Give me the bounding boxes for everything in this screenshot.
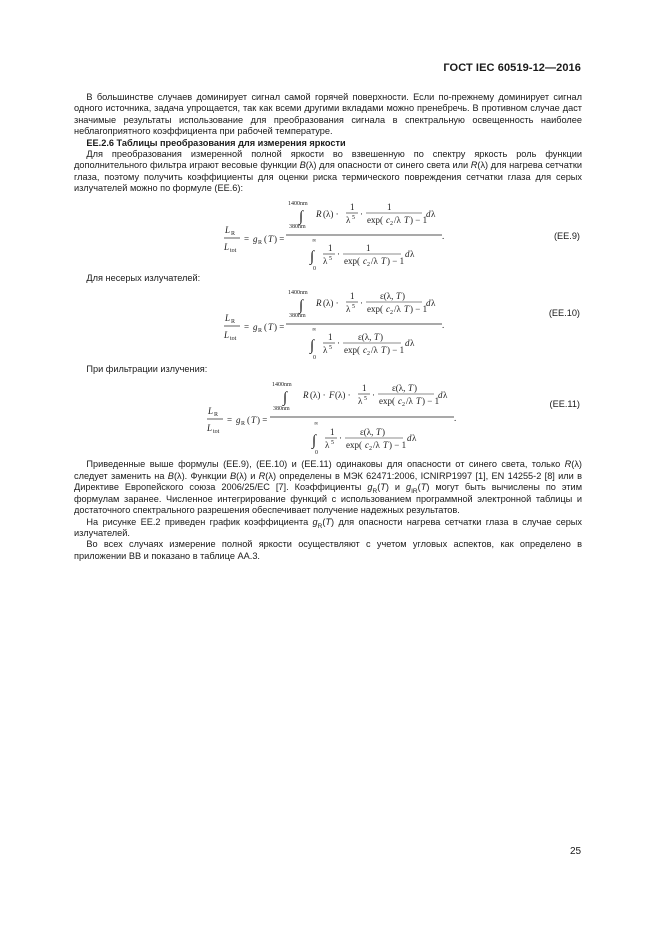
svg-text:=: = bbox=[244, 322, 250, 333]
svg-text:) =: ) = bbox=[274, 233, 285, 244]
svg-text:=: = bbox=[244, 233, 250, 244]
svg-text:R: R bbox=[214, 412, 219, 419]
paragraph-filtering: При фильтрации излучения: bbox=[86, 364, 208, 375]
svg-text:/λ: /λ bbox=[371, 345, 378, 356]
equation-number-ee9: (ЕЕ.9) bbox=[553, 230, 580, 241]
svg-text:d: d bbox=[405, 338, 410, 349]
section-heading-ee-2-6: ЕЕ.2.6 Таблицы преобразования для измерения яркости bbox=[86, 137, 346, 148]
svg-text:∫: ∫ bbox=[299, 298, 304, 315]
standard-header: ГОСТ IEC 60519-12—2016 bbox=[443, 62, 581, 74]
svg-text:T: T bbox=[383, 440, 389, 451]
svg-text:/λ: /λ bbox=[371, 255, 378, 266]
svg-text:g: g bbox=[253, 322, 258, 333]
svg-text:R: R bbox=[316, 208, 322, 219]
svg-text:R: R bbox=[316, 298, 322, 309]
svg-text:c: c bbox=[363, 255, 367, 266]
svg-text:tot: tot bbox=[230, 247, 237, 254]
svg-text:5: 5 bbox=[352, 304, 355, 311]
ee10-zero: 0 bbox=[313, 355, 316, 362]
svg-text:1: 1 bbox=[362, 383, 367, 394]
svg-text:λ: λ bbox=[346, 214, 351, 225]
svg-text:·: · bbox=[372, 390, 375, 401]
svg-text:λ: λ bbox=[323, 345, 328, 356]
svg-text:d: d bbox=[426, 208, 431, 219]
ee9-inf: ∞ bbox=[312, 237, 317, 244]
svg-text:(λ) ·: (λ) · bbox=[323, 298, 339, 309]
svg-text:(λ) ·: (λ) · bbox=[310, 390, 326, 401]
svg-text:): ) bbox=[402, 291, 405, 302]
svg-text:tot: tot bbox=[213, 429, 220, 436]
svg-text:1: 1 bbox=[350, 291, 355, 302]
paragraph-conversion: Для преобразования измеренной полной яркости во взвешенную по спектру яркость роль функции дополнительного фильтра играют весовые функции B(λ) для опасности от синего света или R(λ) для нагрева сетчатки глаза, поэтому получить коэффициенты для оценки риска термического повреждения сетчатки глаза для серых излучателей можно по формуле (ЕЕ.6): bbox=[74, 149, 582, 194]
svg-text:·: · bbox=[337, 248, 340, 259]
svg-text:λ: λ bbox=[412, 433, 417, 444]
svg-text:·: · bbox=[337, 338, 340, 349]
paragraph-non-grey: Для несерых излучателей: bbox=[86, 272, 201, 283]
svg-text:) − 1: ) − 1 bbox=[410, 214, 428, 225]
svg-text:1: 1 bbox=[350, 201, 355, 212]
svg-text:T: T bbox=[374, 332, 380, 343]
svg-text:exp(: exp( bbox=[367, 214, 383, 225]
svg-text:1: 1 bbox=[387, 201, 392, 212]
svg-text:(: ( bbox=[247, 415, 250, 426]
svg-text:): ) bbox=[414, 383, 417, 394]
document-body bbox=[74, 92, 582, 562]
svg-text:tot: tot bbox=[230, 336, 237, 343]
svg-text:exp(: exp( bbox=[379, 396, 395, 407]
ee9-zero: 0 bbox=[313, 265, 316, 272]
formula-ee11 bbox=[74, 375, 582, 459]
svg-text:.: . bbox=[442, 230, 445, 241]
svg-text:∫: ∫ bbox=[310, 248, 315, 265]
svg-text:.: . bbox=[442, 320, 445, 331]
svg-text:5: 5 bbox=[329, 255, 332, 262]
svg-text:L: L bbox=[224, 241, 230, 252]
svg-text:1: 1 bbox=[328, 332, 333, 343]
svg-text:λ: λ bbox=[346, 304, 351, 315]
svg-text:2: 2 bbox=[369, 446, 372, 453]
ee10-upper-limit: 1400nm bbox=[288, 290, 308, 297]
svg-text:T: T bbox=[268, 233, 274, 244]
svg-text:·: · bbox=[339, 433, 342, 444]
svg-text:∫: ∫ bbox=[283, 390, 288, 407]
svg-text:=: = bbox=[227, 415, 233, 426]
svg-text:) =: ) = bbox=[257, 415, 268, 426]
svg-text:exp(: exp( bbox=[344, 255, 360, 266]
svg-text:/λ: /λ bbox=[373, 440, 380, 451]
ee11-inf: ∞ bbox=[314, 421, 319, 428]
svg-text:/λ: /λ bbox=[394, 304, 401, 315]
svg-text:F: F bbox=[329, 390, 335, 401]
svg-text:1: 1 bbox=[330, 427, 335, 438]
svg-text:2: 2 bbox=[402, 402, 405, 409]
svg-text:c: c bbox=[386, 304, 390, 315]
svg-text:L: L bbox=[208, 406, 214, 417]
formula-ee9-graphic bbox=[74, 195, 582, 273]
svg-text:5: 5 bbox=[364, 396, 367, 403]
ee10-inf: ∞ bbox=[312, 327, 317, 334]
svg-text:2: 2 bbox=[390, 220, 393, 227]
equation-number-ee10: (ЕЕ.10) bbox=[548, 308, 580, 319]
svg-text:λ: λ bbox=[358, 396, 363, 407]
svg-text:T: T bbox=[376, 427, 382, 438]
svg-text:g: g bbox=[236, 415, 241, 426]
page-number: 25 bbox=[570, 846, 582, 857]
ee11-zero: 0 bbox=[315, 450, 318, 457]
svg-text:T: T bbox=[381, 345, 387, 356]
svg-text:exp(: exp( bbox=[367, 304, 383, 315]
svg-text:L: L bbox=[225, 313, 231, 324]
svg-text:exp(: exp( bbox=[346, 440, 362, 451]
svg-text:ε(λ,: ε(λ, bbox=[360, 427, 374, 438]
svg-text:1: 1 bbox=[328, 242, 333, 253]
svg-text:.: . bbox=[454, 413, 457, 424]
svg-text:λ: λ bbox=[443, 390, 448, 401]
svg-text:2: 2 bbox=[367, 351, 370, 358]
svg-text:) − 1: ) − 1 bbox=[389, 440, 407, 451]
svg-text:∫: ∫ bbox=[312, 433, 317, 450]
svg-text:2: 2 bbox=[367, 261, 370, 268]
svg-text:2: 2 bbox=[390, 310, 393, 317]
svg-text:/λ: /λ bbox=[394, 214, 401, 225]
svg-text:c: c bbox=[365, 440, 369, 451]
svg-text:·: · bbox=[360, 208, 363, 219]
equation-number-ee11: (ЕЕ.11) bbox=[549, 399, 580, 410]
svg-text:T: T bbox=[251, 415, 257, 426]
svg-text:R: R bbox=[241, 421, 246, 428]
svg-text:λ: λ bbox=[410, 248, 415, 259]
svg-text:) =: ) = bbox=[274, 322, 285, 333]
svg-text:5: 5 bbox=[352, 214, 355, 221]
svg-text:λ: λ bbox=[325, 440, 330, 451]
svg-text:ε(λ,: ε(λ, bbox=[358, 332, 372, 343]
svg-text:R: R bbox=[231, 319, 236, 326]
svg-text:): ) bbox=[382, 427, 385, 438]
ee9-upper-limit: 1400nm bbox=[288, 200, 308, 207]
svg-text:T: T bbox=[268, 322, 274, 333]
svg-text:5: 5 bbox=[329, 345, 332, 352]
svg-text:T: T bbox=[404, 304, 410, 315]
svg-text:c: c bbox=[386, 214, 390, 225]
svg-text:) − 1: ) − 1 bbox=[410, 304, 428, 315]
formula-ee9 bbox=[74, 195, 582, 273]
svg-text:ε(λ,: ε(λ, bbox=[392, 383, 406, 394]
svg-text:∫: ∫ bbox=[299, 208, 304, 225]
svg-text:d: d bbox=[407, 433, 412, 444]
svg-text:d: d bbox=[438, 390, 443, 401]
svg-text:) − 1: ) − 1 bbox=[387, 345, 405, 356]
svg-text:ε(λ,: ε(λ, bbox=[380, 291, 394, 302]
formula-ee10 bbox=[74, 284, 582, 364]
svg-text:(λ) ·: (λ) · bbox=[335, 390, 351, 401]
svg-text:λ: λ bbox=[410, 338, 415, 349]
svg-text:/λ: /λ bbox=[406, 396, 413, 407]
svg-text:L: L bbox=[224, 330, 230, 341]
paragraph-formulas-same: Приведенные выше формулы (ЕЕ.9), (ЕЕ.10) и (ЕЕ.11) одинаковы для опасности от синего света, только R(λ) следует заменить на B(λ). Функции B(λ) и R(λ) определены в МЭК 62471:2006, ICNIRP1997 [1], EN 14255-2 [8] или в Директиве Европейского союза 2006/25/EC [7]. Коэффициенты $g_R(T)$ и $g_{IR}(T)$ могут быть вычислены по этим формулам заранее. Численное интегрирование функций с использованием программной электронной таблицы и достаточного спектрального разрешения обеспечивает получение надежных результатов. bbox=[74, 459, 583, 516]
svg-text:T: T bbox=[408, 383, 414, 394]
svg-text:c: c bbox=[398, 396, 402, 407]
paragraph-figure-ee2: На рисунке ЕЕ.2 приведен график коэффициента $g_R(T)$ для опасности нагрева сетчатки глаза в случае серых излучателей. bbox=[74, 516, 582, 538]
svg-text:) − 1: ) − 1 bbox=[422, 396, 440, 407]
svg-text:∫: ∫ bbox=[310, 338, 315, 355]
svg-text:5: 5 bbox=[331, 440, 334, 447]
svg-text:g: g bbox=[253, 233, 258, 244]
svg-text:T: T bbox=[381, 255, 387, 266]
ee9-lower-limit: 380nm bbox=[289, 223, 306, 230]
svg-text:d: d bbox=[426, 298, 431, 309]
svg-text:) − 1: ) − 1 bbox=[387, 255, 405, 266]
svg-text:·: · bbox=[360, 298, 363, 309]
formula-ee10-graphic bbox=[74, 284, 582, 364]
svg-text:1: 1 bbox=[366, 242, 371, 253]
svg-text:R: R bbox=[231, 230, 236, 237]
svg-text:c: c bbox=[363, 345, 367, 356]
svg-text:λ: λ bbox=[323, 255, 328, 266]
paragraph-angular-aspects: Во всех случаях измерение полной яркости осуществляют с учетом угловых аспектов, как определено в приложении ВВ и показано в таблице АА.3. bbox=[74, 539, 582, 561]
formula-ee11-graphic bbox=[74, 375, 582, 459]
svg-text:L: L bbox=[225, 224, 231, 235]
svg-text:R: R bbox=[303, 390, 309, 401]
svg-text:T: T bbox=[416, 396, 422, 407]
svg-text:T: T bbox=[404, 214, 410, 225]
svg-text:R: R bbox=[258, 239, 263, 246]
ee11-lower-limit: 380nm bbox=[273, 406, 290, 413]
svg-text:exp(: exp( bbox=[344, 345, 360, 356]
svg-text:L: L bbox=[207, 423, 213, 434]
svg-text:λ: λ bbox=[431, 298, 436, 309]
svg-text:R: R bbox=[258, 328, 263, 335]
svg-text:(: ( bbox=[264, 233, 267, 244]
svg-text:(λ) ·: (λ) · bbox=[323, 208, 339, 219]
ee10-lower-limit: 380nm bbox=[289, 313, 306, 320]
ee11-upper-limit: 1400nm bbox=[272, 382, 292, 389]
svg-text:(: ( bbox=[264, 322, 267, 333]
svg-text:d: d bbox=[405, 248, 410, 259]
svg-text:T: T bbox=[396, 291, 402, 302]
paragraph-dominant-signal: В большинстве случаев доминирует сигнал самой горячей поверхности. Если по-прежнему доминирует сигнал одного источника, задача упрощается, так как всеми другими вкладами можно пренебречь. В противном случае даст значимые результаты использование для преобразования сигнала в спектральную освещенность наиболее неблагоприятного коэффициента при рабочей температуре. bbox=[74, 92, 582, 137]
svg-text:λ: λ bbox=[431, 208, 436, 219]
svg-text:): ) bbox=[380, 332, 383, 343]
